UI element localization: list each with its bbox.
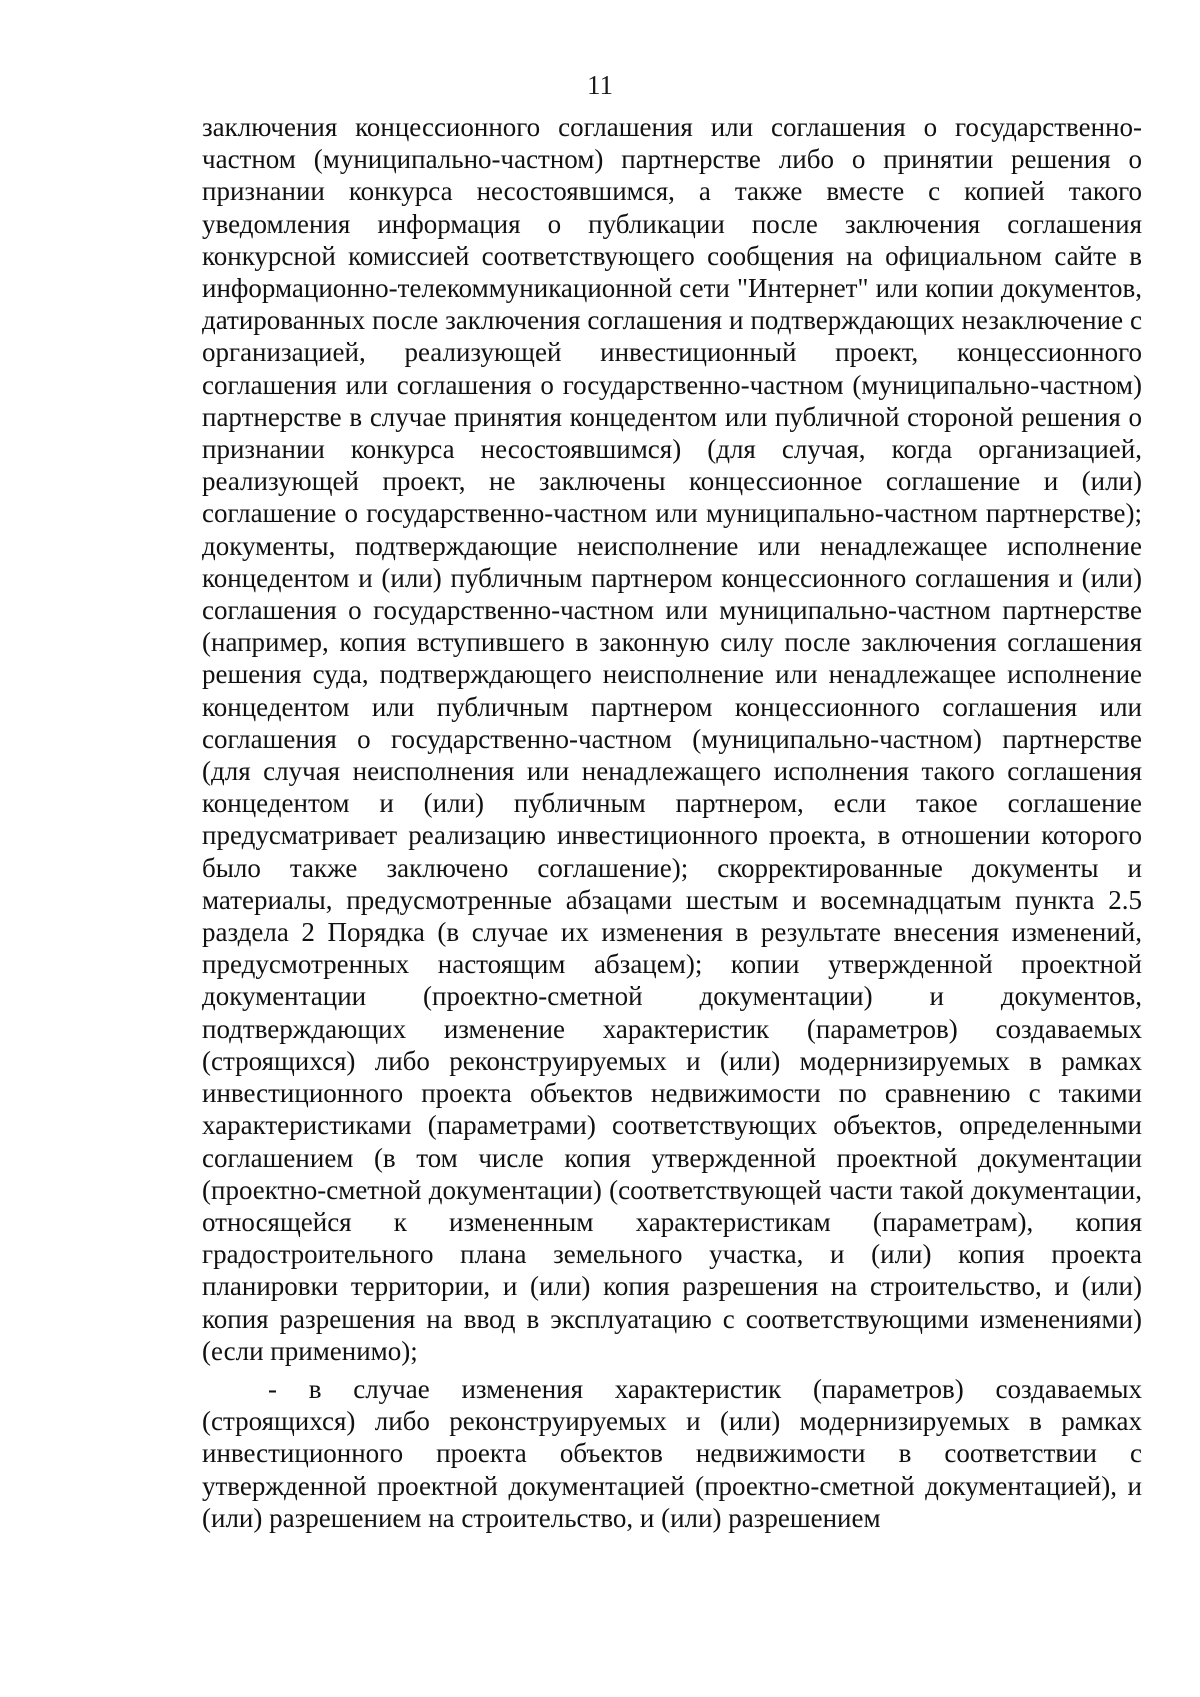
body-paragraph-2: - в случае изменения характеристик (параметров) создаваемых (строящихся) либо реконструируемых и (или) модернизируемых в рамках инвестиционного проекта объектов недвижимости в соответствии с утвержденной проектной документацией (проектно-сметной документацией), и (или) разрешением на строительство, и (или) разрешением bbox=[202, 1373, 1142, 1533]
body-paragraph-1: заключения концессионного соглашения или соглашения о государственно-частном (муниципально-частном) партнерстве либо о принятии решения о признании конкурса несостоявшимся, а также вместе с копией такого уведомления информация о публикации после заключения соглашения конкурсной комиссией соответствующего сообщения на официальном сайте в информационно-телекоммуникационной сети "Интернет" или копии документов, датированных после заключения соглашения и подтверждающих незаключение с организацией, реализующей инвестиционный проект, концессионного соглашения или соглашения о государственно-частном (муниципально-частном) партнерстве в случае принятия концедентом или публичной стороной решения о признании конкурса несостоявшимся) (для случая, когда организацией, реализующей проект, не заключены концессионное соглашение и (или) соглашение о государственно-частном или муниципально-частном партнерстве); документы, подтверждающие неисполнение или ненадлежащее исполнение концедентом и (или) публичным партнером концессионного соглашения и (или) соглашения о государственно-частном или муниципально-частном партнерстве (например, копия вступившего в законную силу после заключения соглашения решения суда, подтверждающего неисполнение или ненадлежащее исполнение концедентом или публичным партнером концессионного соглашения или соглашения о государственно-частном (муниципально-частном) партнерстве (для случая неисполнения или ненадлежащего исполнения такого соглашения концедентом и (или) публичным партнером, если такое соглашение предусматривает реализацию инвестиционного проекта, в отношении которого было также заключено соглашение); скорректированные документы и материалы, предусмотренные абзацами шестым и восемнадцатым пункта 2.5 раздела 2 Порядка (в случае их изменения в результате внесения изменений, предусмотренных настоящим абзацем); копии утвержденной проектной документации (проектно-сметной документации) и документов, подтверждающих изменение характеристик (параметров) создаваемых (строящихся) либо реконструируемых и (или) модернизируемых в рамках инвестиционного проекта объектов недвижимости по сравнению с такими характеристиками (параметрами) соответствующих объектов, определенными соглашением (в том числе копия утвержденной проектной документации (проектно-сметной документации) (соответствующей части такой документации, относящейся к измененным характеристикам (параметрам), копия градостроительного плана земельного участка, и (или) копия проекта планировки территории, и (или) копия разрешения на строительство, и (или) копия разрешения на ввод в эксплуатацию с соответствующими изменениями) (если применимо); bbox=[202, 112, 1142, 1366]
page-number: 11 bbox=[587, 70, 613, 100]
document-body bbox=[202, 111, 1142, 1534]
